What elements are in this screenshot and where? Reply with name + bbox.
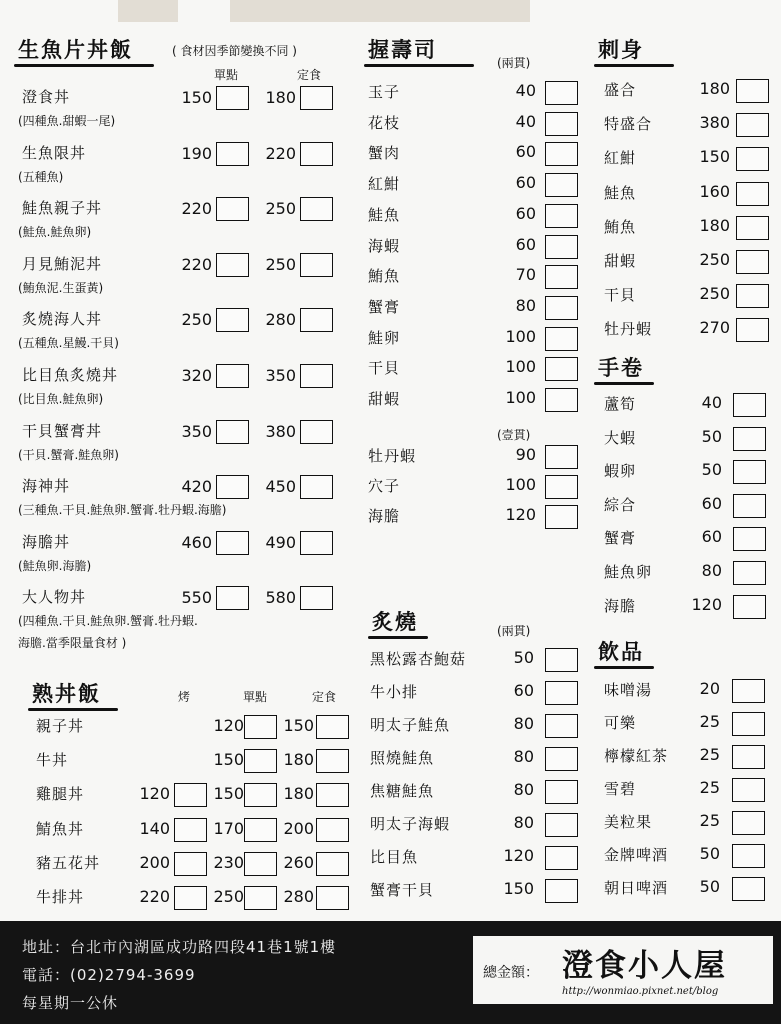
price: 160: [699, 181, 730, 201]
sashimi-name: 紅魽: [604, 149, 637, 168]
dish-name: 豬五花丼: [36, 853, 101, 872]
dish-ingredients: (五種魚): [18, 169, 64, 184]
order-box[interactable]: [733, 393, 766, 417]
order-box[interactable]: [316, 749, 349, 773]
header-brush-stroke: [368, 636, 428, 639]
price: 80: [701, 561, 722, 580]
price: 140: [139, 818, 170, 838]
sashimi-name: 牡丹蝦: [604, 320, 653, 339]
price: 50: [701, 426, 722, 446]
closed-day-text: 每星期一公休: [22, 994, 119, 1012]
dish-name: 比目魚炙燒丼: [22, 366, 119, 384]
total-label: 總金額：: [483, 965, 539, 981]
order-box[interactable]: [736, 318, 769, 342]
hand-roll-name: 大蝦: [604, 428, 637, 447]
tape-strip: [230, 0, 530, 22]
section-title-cooked-bowls: 熟丼飯: [32, 682, 101, 706]
order-box[interactable]: [732, 844, 765, 868]
price: 60: [515, 173, 536, 193]
order-box[interactable]: [216, 308, 249, 332]
price: 280: [265, 310, 296, 330]
nigiri-name: 紅魽: [368, 175, 401, 194]
order-box[interactable]: [736, 113, 769, 137]
order-box[interactable]: [545, 780, 578, 804]
order-box[interactable]: [216, 420, 249, 444]
drink-name: 金牌啤酒: [604, 846, 669, 864]
dish-ingredients: (鮭魚.鮭魚卵): [18, 225, 92, 240]
order-box[interactable]: [545, 142, 578, 166]
price: 280: [283, 887, 314, 906]
price: 180: [265, 88, 296, 107]
header-brush-stroke: [364, 64, 474, 67]
price: 50: [699, 844, 720, 863]
order-box[interactable]: [300, 364, 333, 388]
seared-name: 黑松露杏鮑菇: [370, 650, 467, 668]
sashimi-name: 干貝: [604, 286, 637, 305]
price: 260: [283, 852, 314, 872]
price: 25: [699, 778, 720, 797]
dish-name: 鮭魚親子丼: [22, 199, 103, 218]
section-title-seared: 炙燒: [372, 610, 418, 634]
price: 180: [283, 750, 314, 770]
order-box[interactable]: [545, 505, 578, 529]
order-box[interactable]: [736, 216, 769, 240]
price: 150: [503, 879, 534, 898]
order-box[interactable]: [736, 182, 769, 206]
price: 150: [181, 88, 212, 107]
order-box[interactable]: [732, 811, 765, 835]
tape-strip: [118, 0, 178, 22]
seared-name: 照燒鮭魚: [370, 749, 435, 767]
dish-name: 雞腿丼: [36, 785, 85, 804]
order-box[interactable]: [300, 308, 333, 332]
order-box[interactable]: [545, 388, 578, 412]
column-label-set: 定食: [297, 68, 322, 82]
dish-name: 牛丼: [36, 751, 69, 770]
dish-ingredients: 海膽.當季限量食材 ): [18, 636, 127, 651]
order-box[interactable]: [545, 235, 578, 259]
order-box[interactable]: [216, 142, 249, 166]
price: 250: [181, 310, 212, 330]
price: 490: [265, 532, 296, 552]
price: 120: [505, 505, 536, 524]
order-box[interactable]: [216, 586, 249, 610]
unit-note: (兩貫): [497, 56, 531, 70]
seared-name: 比目魚: [370, 848, 419, 866]
order-box[interactable]: [300, 475, 333, 499]
order-box[interactable]: [216, 86, 249, 110]
order-box[interactable]: [216, 475, 249, 499]
price: 250: [699, 284, 730, 304]
order-box[interactable]: [316, 783, 349, 807]
unit-note: (壹貫): [497, 428, 531, 442]
seasonal-note: ( 食材因季節變換不同 ): [172, 44, 297, 58]
price: 25: [699, 811, 720, 830]
order-box[interactable]: [316, 818, 349, 842]
hand-roll-name: 綜合: [604, 495, 637, 514]
price: 220: [265, 143, 296, 163]
dish-name: 大人物丼: [22, 588, 87, 607]
order-box[interactable]: [545, 714, 578, 738]
price: 120: [213, 716, 244, 735]
order-box[interactable]: [732, 745, 765, 769]
price: 100: [505, 326, 536, 346]
order-box[interactable]: [545, 747, 578, 771]
drink-name: 檸檬紅茶: [604, 747, 669, 765]
header-brush-stroke: [594, 666, 654, 669]
order-box[interactable]: [300, 197, 333, 221]
price: 150: [213, 750, 244, 770]
section-title-raw-bowls: 生魚片丼飯: [18, 38, 133, 62]
nigiri-name: 蟹膏: [368, 297, 401, 316]
dish-ingredients: (四種魚.干貝.鮭魚卵.蟹膏.牡丹蝦.: [18, 614, 198, 629]
price: 220: [139, 887, 170, 906]
hand-roll-name: 蟹膏: [604, 529, 637, 548]
price: 25: [699, 745, 720, 764]
seared-name: 蟹膏干貝: [370, 881, 435, 899]
order-box[interactable]: [545, 173, 578, 197]
price: 450: [265, 477, 296, 497]
order-box[interactable]: [732, 877, 765, 901]
price: 50: [513, 648, 534, 667]
drink-name: 朝日啤酒: [604, 879, 669, 897]
order-box[interactable]: [216, 253, 249, 277]
order-box[interactable]: [216, 364, 249, 388]
price: 60: [513, 681, 534, 700]
nigiri-name: 海膽: [368, 507, 401, 525]
nigiri-name: 鮭魚: [368, 205, 401, 224]
price: 380: [265, 421, 296, 441]
hand-roll-name: 蝦卵: [604, 462, 637, 481]
section-title-nigiri: 握壽司: [368, 38, 437, 62]
price: 250: [265, 199, 296, 219]
nigiri-name: 花枝: [368, 113, 401, 132]
price: 100: [505, 475, 536, 494]
order-box[interactable]: [545, 681, 578, 705]
section-title-drinks: 飲品: [598, 640, 644, 664]
unit-note: (兩貫): [497, 624, 531, 638]
nigiri-name: 玉子: [368, 83, 401, 101]
seared-name: 明太子鮭魚: [370, 716, 451, 734]
dish-name: 月見鮪泥丼: [22, 254, 103, 273]
sashimi-name: 盛合: [604, 81, 637, 99]
dish-name: 澄食丼: [22, 88, 71, 106]
price: 120: [503, 846, 534, 865]
order-box[interactable]: [300, 142, 333, 166]
order-box[interactable]: [545, 265, 578, 289]
order-box[interactable]: [545, 813, 578, 837]
price: 180: [699, 215, 730, 235]
nigiri-name: 穴子: [368, 477, 401, 495]
header-brush-stroke: [28, 708, 118, 711]
order-box[interactable]: [733, 561, 766, 585]
order-box[interactable]: [736, 147, 769, 171]
drink-name: 可樂: [604, 714, 637, 732]
drink-name: 雪碧: [604, 780, 637, 798]
price: 40: [701, 393, 722, 412]
price: 270: [699, 318, 730, 338]
price: 250: [265, 254, 296, 274]
order-box[interactable]: [300, 86, 333, 110]
price: 380: [699, 113, 730, 133]
column-label-single: 單點: [243, 690, 268, 704]
price: 220: [181, 254, 212, 274]
order-box[interactable]: [300, 420, 333, 444]
price: 550: [181, 588, 212, 608]
seared-name: 明太子海蝦: [370, 815, 451, 833]
order-box[interactable]: [545, 81, 578, 105]
price: 200: [283, 818, 314, 838]
price: 320: [181, 366, 212, 385]
price: 150: [283, 716, 314, 735]
nigiri-name: 干貝: [368, 359, 401, 378]
price: 100: [505, 357, 536, 377]
nigiri-name: 牡丹蝦: [368, 447, 417, 465]
price: 180: [283, 784, 314, 804]
price: 80: [515, 295, 536, 315]
price: 120: [139, 784, 170, 804]
order-box[interactable]: [732, 778, 765, 802]
header-brush-stroke: [14, 64, 154, 67]
order-box[interactable]: [736, 250, 769, 274]
dish-ingredients: (五種魚.星鰻.干貝): [18, 336, 119, 351]
price: 460: [181, 532, 212, 552]
column-label-grilled: 烤: [178, 690, 191, 704]
price: 170: [213, 818, 244, 838]
nigiri-name: 鮪魚: [368, 267, 401, 286]
order-box[interactable]: [733, 494, 766, 518]
order-box[interactable]: [545, 475, 578, 499]
order-box[interactable]: [216, 531, 249, 555]
drink-name: 味噌湯: [604, 681, 653, 699]
order-box[interactable]: [300, 253, 333, 277]
dish-name: 海神丼: [22, 477, 71, 496]
order-box[interactable]: [733, 460, 766, 484]
price: 150: [213, 784, 244, 804]
order-box[interactable]: [732, 712, 765, 736]
dish-ingredients: (干貝.蟹膏.鮭魚卵): [18, 447, 119, 462]
price: 50: [701, 460, 722, 480]
blog-url: http://wonmiao.pixnet.net/blog: [562, 986, 719, 997]
price: 80: [513, 714, 534, 733]
price: 350: [265, 366, 296, 385]
price: 350: [181, 421, 212, 441]
dish-name: 海膽丼: [22, 532, 71, 551]
price: 150: [699, 147, 730, 167]
order-box[interactable]: [733, 527, 766, 551]
price: 80: [513, 813, 534, 832]
price: 20: [699, 679, 720, 698]
sashimi-name: 鮪魚: [604, 217, 637, 236]
nigiri-name: 甜蝦: [368, 390, 401, 408]
price: 580: [265, 588, 296, 608]
price: 80: [513, 747, 534, 766]
order-box[interactable]: [545, 327, 578, 351]
dish-name: 鯖魚丼: [36, 819, 85, 838]
order-box[interactable]: [545, 879, 578, 903]
dish-name: 炙燒海人丼: [22, 310, 103, 329]
address-text: 地址：台北市內湖區成功路四段41巷1號1樓: [22, 938, 337, 956]
brand-name: 澄食小人屋: [562, 948, 727, 984]
dish-name: 牛排丼: [36, 888, 85, 906]
order-box[interactable]: [545, 112, 578, 136]
price: 120: [691, 594, 722, 614]
dish-name: 親子丼: [36, 717, 85, 735]
dish-name: 生魚限丼: [22, 143, 87, 162]
price: 100: [505, 388, 536, 407]
sashimi-name: 鮭魚: [604, 183, 637, 202]
order-box[interactable]: [732, 679, 765, 703]
order-box[interactable]: [545, 204, 578, 228]
sashimi-name: 甜蝦: [604, 252, 637, 270]
price: 60: [515, 234, 536, 254]
dish-ingredients: (鮭魚卵.海膽): [18, 558, 92, 573]
price: 420: [181, 477, 212, 497]
header-brush-stroke: [594, 64, 674, 67]
hand-roll-name: 蘆筍: [604, 395, 637, 413]
order-box[interactable]: [316, 715, 349, 739]
sashimi-name: 特盛合: [604, 115, 653, 134]
column-label-single: 單點: [214, 68, 239, 82]
order-box[interactable]: [736, 79, 769, 103]
seared-name: 焦糖鮭魚: [370, 782, 435, 800]
nigiri-name: 蟹肉: [368, 144, 401, 163]
order-box[interactable]: [733, 427, 766, 451]
price: 90: [515, 445, 536, 464]
order-box[interactable]: [545, 648, 578, 672]
price: 180: [699, 79, 730, 98]
order-box[interactable]: [545, 296, 578, 320]
order-box[interactable]: [300, 531, 333, 555]
order-box[interactable]: [545, 445, 578, 469]
seared-name: 牛小排: [370, 683, 419, 701]
price: 80: [513, 780, 534, 799]
section-title-hand-rolls: 手卷: [598, 356, 644, 380]
price: 60: [515, 142, 536, 162]
price: 200: [139, 852, 170, 872]
order-box[interactable]: [545, 357, 578, 381]
price: 60: [701, 493, 722, 513]
dish-ingredients: (鮪魚泥.生蛋黃): [18, 280, 104, 295]
order-box[interactable]: [300, 586, 333, 610]
nigiri-name: 鮭卵: [368, 328, 401, 347]
order-box[interactable]: [316, 852, 349, 876]
order-box[interactable]: [216, 197, 249, 221]
order-box[interactable]: [545, 846, 578, 870]
price: 25: [699, 712, 720, 731]
price: 190: [181, 143, 212, 163]
dish-name: 干貝蟹膏丼: [22, 421, 103, 440]
price: 230: [213, 852, 244, 872]
price: 250: [213, 887, 244, 906]
dish-ingredients: (三種魚.干貝.鮭魚卵.蟹膏.牡丹蝦.海膽): [18, 503, 227, 518]
hand-roll-name: 鮭魚卵: [604, 563, 653, 581]
nigiri-name: 海蝦: [368, 236, 401, 255]
price: 220: [181, 199, 212, 219]
price: 250: [699, 250, 730, 269]
price: 50: [699, 877, 720, 896]
phone-text: 電話：(02)2794-3699: [22, 966, 196, 984]
section-title-sashimi: 刺身: [598, 38, 644, 62]
dish-ingredients: (比目魚.鮭魚卵): [18, 392, 104, 406]
order-box[interactable]: [736, 284, 769, 308]
header-brush-stroke: [594, 382, 654, 385]
price: 70: [515, 265, 536, 285]
order-box[interactable]: [316, 886, 349, 910]
price: 40: [515, 111, 536, 131]
price: 40: [515, 81, 536, 100]
order-box[interactable]: [733, 595, 766, 619]
price: 60: [515, 203, 536, 223]
dish-ingredients: (四種魚.甜蝦一尾): [18, 114, 116, 128]
price: 60: [701, 527, 722, 547]
hand-roll-name: 海膽: [604, 596, 637, 615]
column-label-set: 定食: [312, 690, 337, 704]
drink-name: 美粒果: [604, 813, 653, 831]
